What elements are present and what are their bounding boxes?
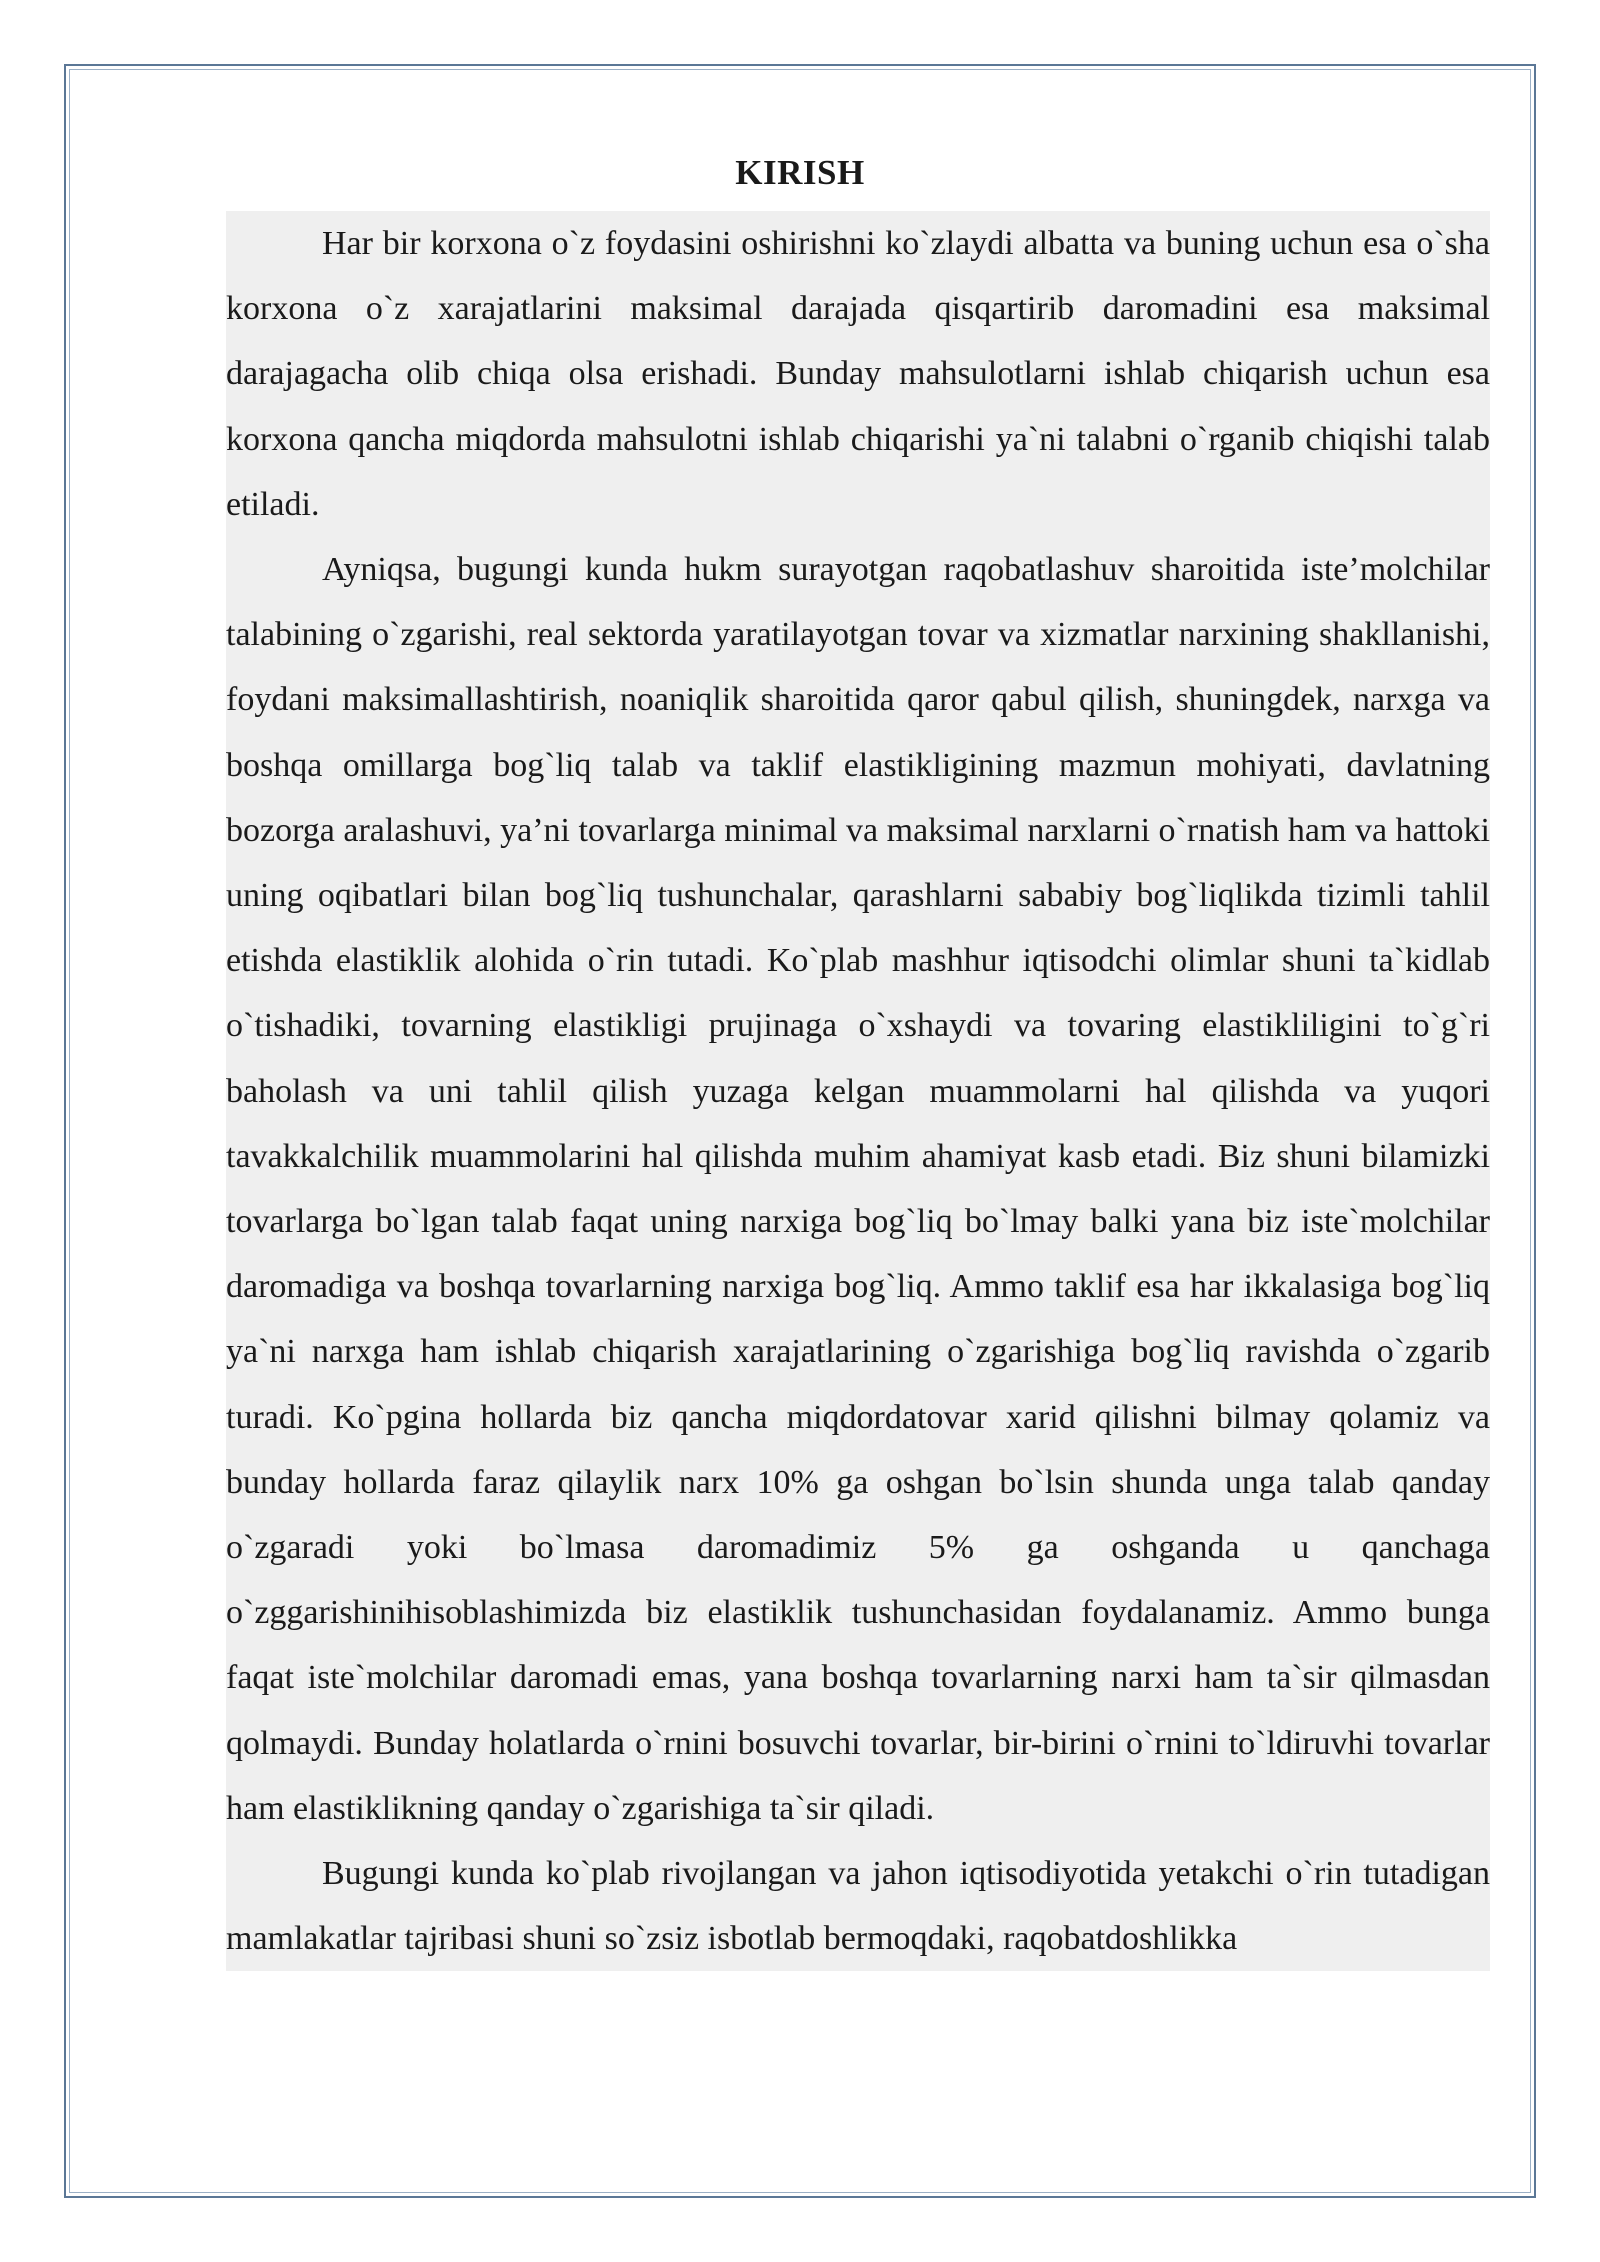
paragraph-2: Ayniqsa, bugungi kunda hukm surayotgan raqobatlashuv sharoitida iste’molchilar talabining o`zgarishi, real sektorda yaratilayotgan tovar va xizmatlar narxining shakllanishi, foydani maksimallashtirish, noaniqlik sharoitida qaror qabul qilish, shuningdek, narxga va boshqa omillarga bog`liq talab va taklif elastikligining mazmun mohiyati, davlatning bozorga aralashuvi, ya’ni tovarlarga minimal va maksimal narxlarni o`rnatish ham va hattoki uning oqibatlari bilan bog`liq tushunchalar, qarashlarni sababiy bog`liqlikda tizimli tahlil etishda elastiklik alohida o`rin tutadi. Ko`plab mashhur iqtisodchi olimlar shuni ta`kidlab o`tishadiki, tovarning elastikligi prujinaga o`xshaydi va tovaring elastikliligini to`g`ri baholash va uni tahlil qilish yuzaga kelgan muammolarni hal qilishda va yuqori tavakkalchilik muammolarini hal qilishda muhim ahamiyat kasb etadi. Biz shuni bilamizki tovarlarga bo`lgan talab faqat uning narxiga bog`liq bo`lmay balki yana biz iste`molchilar daromadiga va boshqa tovarlarning narxiga bog`liq. Ammo taklif esa har ikkalasiga bog`liq ya`ni narxga ham ishlab chiqarish xarajatlarining o`zgarishiga bog`liq ravishda o`zgarib turadi. Ko`pgina hollarda biz qancha miqdordatovar xarid qilishni bilmay qolamiz va bunday hollarda faraz qilaylik narx 10% ga oshgan bo`lsin shunda unga talab qanday o`zgaradi yoki bo`lmasa daromadimiz 5% ga oshganda u qanchaga o`zggarishinihisoblashimizda biz elastiklik tushunchasidan foydalanamiz. Ammo bunga faqat iste`molchilar daromadi emas, yana boshqa tovarlarning narxi ham ta`sir qilmasdan qolmaydi. Bunday holatlarda o`rnini bosuvchi tovarlar, bir-birini o`rnini to`ldiruvhi tovarlar ham elastiklikning qanday o`zgarishiga ta`sir qiladi. <box>226 551 1490 1827</box>
paragraph-1: Har bir korxona o`z foydasini oshirishni ko`zlaydi albatta va buning uchun esa o`sha korxona o`z xarajatlarini maksimal darajada qisqartirib daromadini esa maksimal darajagacha olib chiqa olsa erishadi. Bunday mahsulotlarni ishlab chiqarish uchun esa korxona qancha miqdorda mahsulotni ishlab chiqarishi ya`ni talabni o`rganib chiqishi talab etiladi. <box>226 225 1490 523</box>
paragraph-3: Bugungi kunda ko`plab rivojlangan va jahon iqtisodiyotida yetakchi o`rin tutadigan mamlakatlar tajribasi shuni so`zsiz isbotlab bermoqdaki, raqobatdoshlikka <box>226 1855 1490 1958</box>
document-body <box>226 211 1490 1971</box>
page-title: KIRISH <box>735 153 865 192</box>
